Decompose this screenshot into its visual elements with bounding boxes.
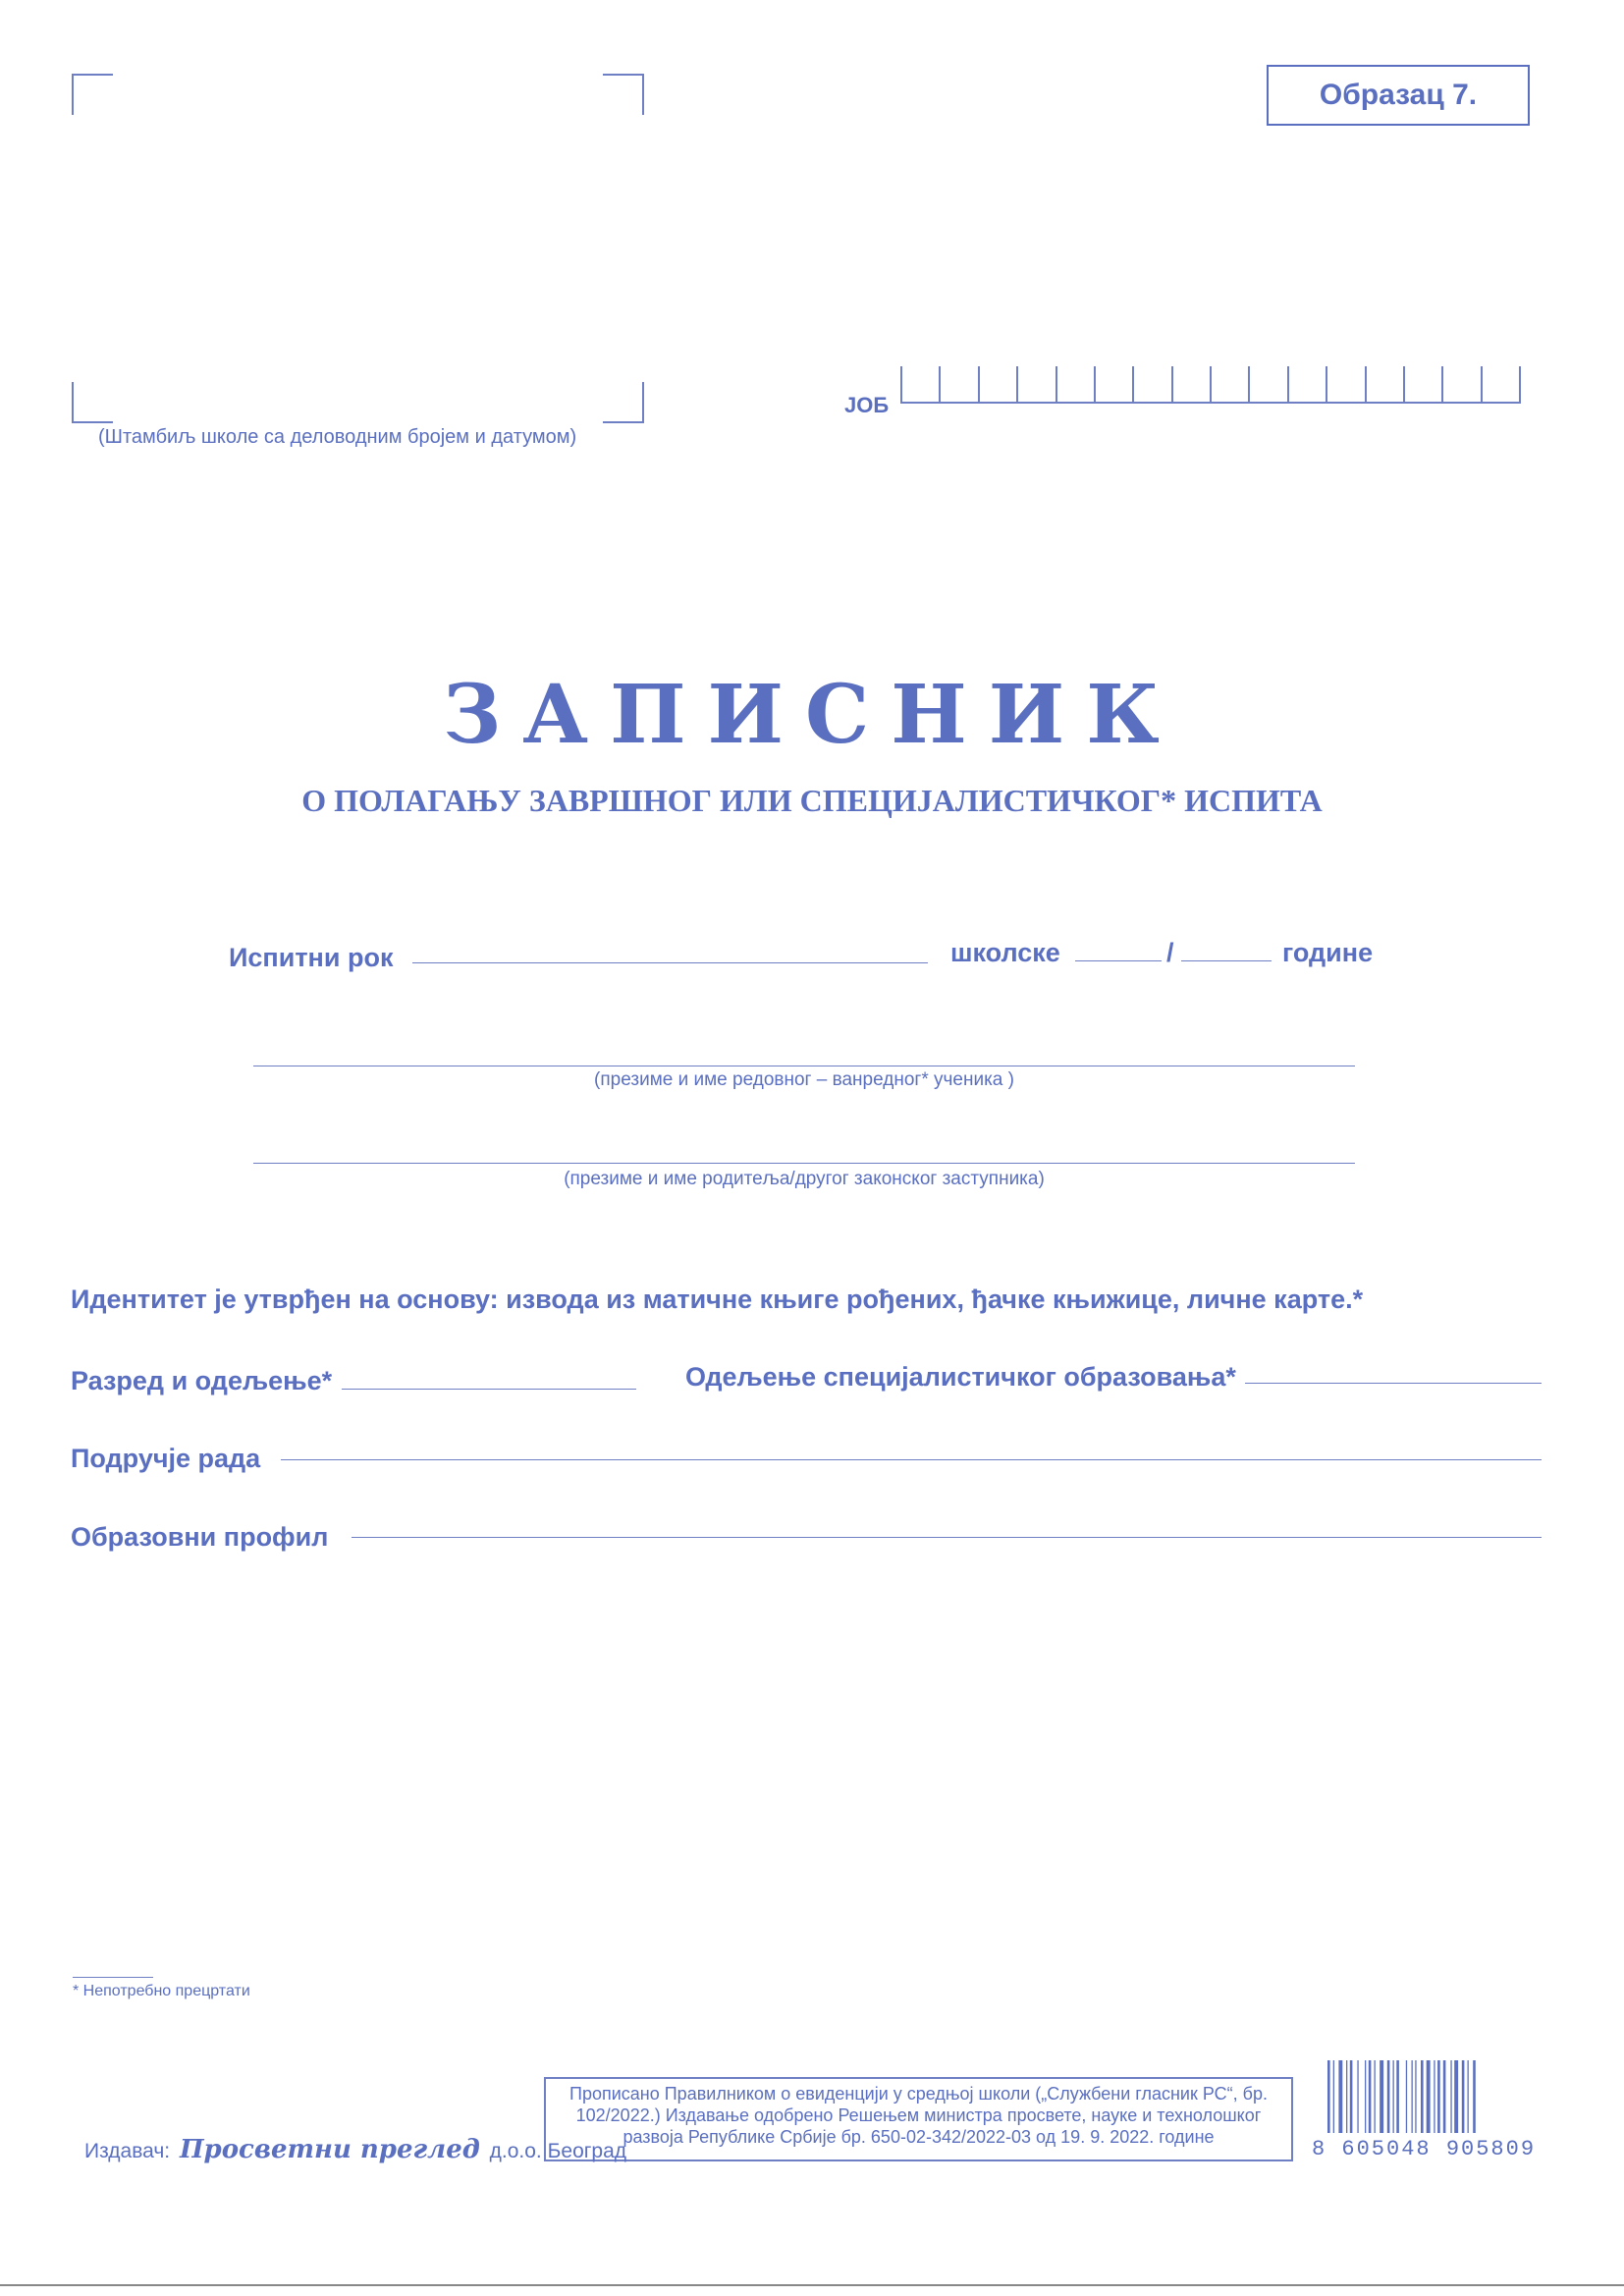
publisher-brand-logo: Просветни преглед	[179, 2135, 480, 2164]
footnote: * Непотребно прецртати	[73, 1983, 250, 1999]
barcode-bar	[1338, 2060, 1342, 2133]
document-subtitle: О ПОЛАГАЊУ ЗАВРШНОГ ИЛИ СПЕЦИЈАЛИСТИЧКОГ* ИСПИТА	[301, 783, 1323, 818]
legal-notice-text: Прописано Правилником о евиденцији у средњој школи („Службени гласник РС“, бр. 102/2022.) Издавање одобрено Решењем министра просвете, науке и технолошког развоја Републике Србије бр. 650-02-342/2022-03 од 19. 9. 2022. године	[569, 2084, 1268, 2147]
barcode-bar	[1346, 2060, 1347, 2133]
class-field[interactable]	[342, 1389, 636, 1390]
publisher-line	[84, 2135, 626, 2164]
barcode-bar	[1327, 2060, 1330, 2133]
barcode-bar	[1450, 2060, 1451, 2133]
barcode-bar	[1427, 2060, 1431, 2133]
barcode-bar	[1454, 2060, 1458, 2133]
stamp-corner-top-left	[72, 74, 113, 115]
job-digit-cell[interactable]	[1248, 366, 1286, 402]
stamp-caption: (Штамбиљ школе са деловодним бројем и датумом)	[98, 426, 577, 448]
barcode-bar	[1350, 2060, 1353, 2133]
job-digit-cell[interactable]	[1481, 366, 1521, 402]
identity-statement: Идентитет је утврђен на основу: извода из матичне књиге рођених, ђачке књижице, личне карте.*	[71, 1285, 1364, 1314]
barcode-bar	[1375, 2060, 1376, 2133]
legal-notice-box	[544, 2077, 1293, 2161]
barcode-bar	[1421, 2060, 1424, 2133]
barcode-bar	[1434, 2060, 1435, 2133]
job-digit-cell[interactable]	[939, 366, 977, 402]
job-digit-cell[interactable]	[1441, 366, 1480, 402]
barcode-number: 8 605048 905809	[1312, 2137, 1537, 2161]
educational-profile-field[interactable]	[352, 1537, 1542, 1538]
scan-bottom-edge	[0, 2284, 1624, 2286]
barcode-bar	[1393, 2060, 1394, 2133]
specialist-department-field[interactable]	[1245, 1383, 1542, 1384]
job-digit-cell[interactable]	[1094, 366, 1132, 402]
job-digit-cell[interactable]	[900, 366, 939, 402]
job-digit-cell[interactable]	[1171, 366, 1210, 402]
exam-period-field[interactable]	[412, 962, 928, 963]
barcode-bar	[1437, 2060, 1440, 2133]
job-digit-cell[interactable]	[1326, 366, 1364, 402]
barcode-bar	[1406, 2060, 1407, 2133]
publisher-prefix: Издавач:	[84, 2140, 171, 2162]
barcode-bar	[1415, 2060, 1416, 2133]
field-of-work-field[interactable]	[281, 1459, 1542, 1460]
form-number-box	[1267, 65, 1530, 126]
form-number: Образац 7.	[1319, 79, 1478, 111]
barcode-bar	[1468, 2060, 1469, 2133]
job-digit-cell[interactable]	[1365, 366, 1403, 402]
barcode-graphic	[1326, 2060, 1528, 2145]
job-digit-cell[interactable]	[978, 366, 1016, 402]
job-input-boxes[interactable]	[900, 366, 1521, 404]
class-label: Разред и одељење*	[71, 1366, 333, 1395]
barcode-bar	[1462, 2060, 1465, 2133]
specialist-department-label: Одељење специјалистичког образовања*	[685, 1362, 1236, 1392]
barcode-bar	[1365, 2060, 1366, 2133]
year-label: године	[1282, 938, 1374, 967]
job-digit-cell[interactable]	[1403, 366, 1441, 402]
barcode-bar	[1443, 2060, 1446, 2133]
exam-period-label: Испитни рок	[229, 943, 394, 972]
parent-name-caption: (презиме и име родитеља/другог законског заступника)	[564, 1169, 1045, 1189]
barcode-bar	[1473, 2060, 1476, 2133]
stamp-corner-bottom-right	[603, 382, 644, 423]
barcode-bar	[1369, 2060, 1372, 2133]
document-title: ЗАПИСНИК	[443, 668, 1181, 762]
job-label: ЈОБ	[844, 393, 890, 417]
parent-name-field[interactable]	[253, 1163, 1355, 1164]
field-of-work-label: Подручје рада	[71, 1444, 261, 1473]
barcode-bar	[1412, 2060, 1413, 2133]
school-year-end-field[interactable]	[1181, 960, 1272, 961]
barcode-bar	[1396, 2060, 1399, 2133]
stamp-corner-bottom-left	[72, 382, 113, 423]
job-digit-cell[interactable]	[1132, 366, 1170, 402]
barcode-bar	[1387, 2060, 1390, 2133]
student-name-caption: (презиме и име редовног – ванредног* ученика )	[594, 1069, 1014, 1090]
educational-profile-label: Образовни профил	[71, 1522, 329, 1552]
barcode-bar	[1333, 2060, 1334, 2133]
barcode-bar	[1380, 2060, 1383, 2133]
job-digit-cell[interactable]	[1056, 366, 1094, 402]
school-year-start-field[interactable]	[1075, 960, 1162, 961]
footnote-divider	[73, 1977, 153, 1978]
job-digit-cell[interactable]	[1016, 366, 1055, 402]
job-digit-cell[interactable]	[1210, 366, 1248, 402]
stamp-corner-top-right	[603, 74, 644, 115]
publisher-suffix: д.о.о. Београд	[489, 2140, 627, 2162]
school-year-label: школске	[950, 938, 1060, 967]
barcode-bar	[1357, 2060, 1358, 2133]
job-digit-cell[interactable]	[1287, 366, 1326, 402]
year-separator: /	[1166, 938, 1174, 967]
